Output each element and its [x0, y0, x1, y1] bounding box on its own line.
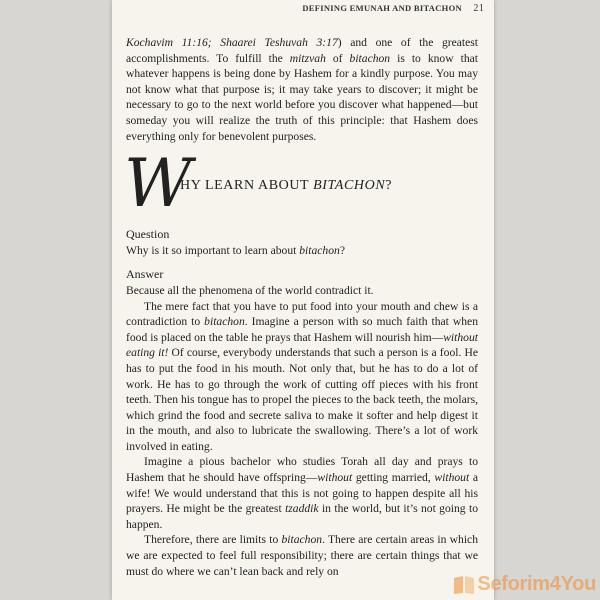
intro-citation: Kochavim 11:16; Shaarei Teshuvah 3:17: [126, 36, 338, 49]
p1-a: The mere fact that you have to put food into your mouth and chew is a contradiction to: [126, 299, 478, 329]
p1-b: . Imagine a person with so much faith that when food is placed on the table he prays that Hashem will nourish him—: [126, 315, 479, 344]
question-term: bitachon: [299, 243, 340, 257]
p3-a: Therefore, there are limits to: [144, 533, 282, 547]
p1-em1: bitachon: [204, 315, 245, 329]
heading-dropcap: W: [124, 145, 192, 223]
intro-term-bitachon: bitachon: [349, 51, 391, 65]
watermark-logo-icon: [451, 574, 477, 596]
intro-text-of: of: [325, 51, 350, 65]
page-body: [126, 35, 478, 579]
question-label: Question: [126, 227, 170, 242]
paragraph-limits: [126, 532, 478, 579]
p2-em1: without: [317, 471, 353, 485]
intro-text-a: ) and one of the greatest accomplishments. To fulfill the: [126, 36, 478, 65]
answer-text: Because all the phenomena of the world contradict it.: [126, 283, 374, 297]
question-text: [126, 243, 478, 259]
running-head: [302, 3, 484, 14]
watermark-text: Seforim4You: [477, 573, 596, 595]
paragraph-bachelor: [126, 454, 478, 532]
p2-em2: without: [434, 471, 470, 485]
section-heading: [124, 145, 478, 223]
heading-text-end: ?: [385, 178, 393, 194]
p2-em3: tzaddik: [285, 502, 319, 516]
heading-text-a: HY LEARN ABOUT: [180, 178, 314, 194]
question-text-a: Why is it so important to learn about: [126, 243, 300, 257]
question-text-b: ?: [339, 243, 345, 257]
page-number: 21: [473, 3, 484, 14]
paragraph-eating: [126, 299, 478, 455]
heading-text: [180, 178, 392, 194]
book-page: [112, 0, 494, 600]
intro-term-mitzvah: mitzvah: [289, 51, 326, 65]
p3-b: . There are certain areas in which we are expected to feel full responsibility; there are certain things that we must do where we can’t lean back and rely on: [126, 533, 478, 578]
p2-a: Imagine a pious bachelor who studies Torah all day and prays to Hashem that he should have offspring—: [126, 455, 478, 485]
watermark: [451, 573, 596, 596]
heading-text-italic: BITACHON: [313, 178, 386, 194]
p3-em1: bitachon: [281, 533, 323, 547]
intro-paragraph: [126, 35, 478, 144]
p2-d: in the world, but it’s not going to happen.: [126, 502, 478, 531]
p2-b: getting married,: [352, 471, 435, 485]
intro-text-b: is to know that whatever happens is being done by Hashem for a kindly purpose. You may not know what that purpose is; it may take years to discover; it might be necessary to go to the next world before you discover what happened—but someday you will realize the truth of this principle: that Hashem does everything only for benevolent purposes.: [126, 51, 478, 143]
p1-em2: without eating it!: [126, 330, 478, 360]
running-title: DEFINING EMUNAH AND BITACHON: [302, 3, 462, 13]
p2-c: a wife! We would understand that this is not going to happen despite all his prayers. He might be the greatest: [126, 471, 479, 516]
p1-c: Of course, everybody understands that such a person is a fool. He has to put the food in his mouth. Not only that, but he has to do a lot of work. He has to go through the work of cutting off pieces with his front teeth. Then his tongue has to propel the pieces to the back teeth, the molars, which grind the food and secrete saliva to make it softer and help digest it in the mouth, and also to lubricate the swallowing. There’s a lot of work involved in eating.: [126, 346, 478, 453]
answer-label: Answer: [126, 267, 164, 282]
